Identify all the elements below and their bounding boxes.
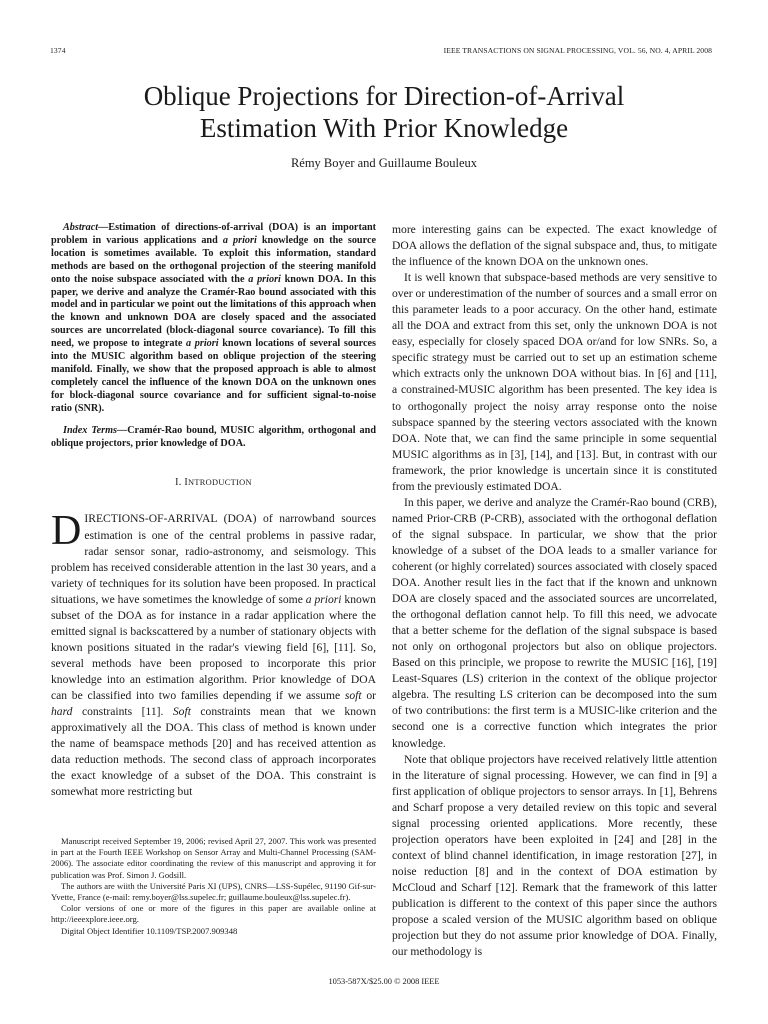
section-heading-introduction (51, 475, 376, 491)
intro-text-1: IRECTIONS-OF-ARRIVAL (DOA) of narrowband sources estimation is one of the central problems in passive radar, radar sensor sonar, radio-astronomy, and seismology. This problem has received considerable attention in the last 30 years, and a variety of techniques for its solution have been proposed. In practical situations, we have sometimes the knowledge of some (51, 512, 376, 606)
index-terms (51, 425, 376, 451)
abstract-text-1: Estimation of directions-of-arrival (DOA) is an important problem in various applications and (51, 222, 376, 246)
abstract-text-4: known locations of several sources into the MUSIC algorithm based on oblique projection of the steering manifold. Finally, we show that the proposed approach is able to almost completely cancel the influence of the known DOA on the unknown ones for block-diagonal source covariance and for sufficient signal-to-noise ratio (SNR). (51, 338, 376, 414)
abstract-text-2: knowledge on the source location is sometimes available. To exploit this information, standard methods are based on the orthogonal projection of the steering manifold onto the noise subspace associated with the (51, 234, 376, 285)
section-title-rest: NTRODUCTION (188, 478, 252, 488)
abstract-italic-2: a priori (248, 273, 281, 285)
abstract (51, 222, 376, 416)
footnote-affiliation: The authors are wiith the Université Paris XI (UPS), CNRS—LSS-Supélec, 91190 Gif-sur-Yvette, France (e-mail: remy.boyer@lss.supelec.fr; guillaume.bouleux@lss.supelec.fr). (51, 880, 376, 903)
intro-italic-2: soft (344, 688, 362, 702)
journal-info: IEEE TRANSACTIONS ON SIGNAL PROCESSING, VOL. 56, NO. 4, APRIL 2008 (443, 46, 712, 55)
drop-cap: D (51, 508, 82, 555)
intro-text-3: or (361, 688, 376, 702)
section-number: I. (175, 477, 185, 489)
footnote (51, 836, 376, 937)
intro-italic-1: a priori (305, 592, 342, 606)
intro-italic-4: Soft (172, 705, 191, 719)
right-column (392, 222, 717, 960)
abstract-italic-1: a priori (222, 234, 257, 246)
index-terms-text: Cramér-Rao bound, MUSIC algorithm, orthogonal and oblique projectors, prior knowledge of DOA. (51, 424, 376, 449)
right-paragraph-1: more interesting gains can be expected. The exact knowledge of DOA allows the deflation of the signal subspace and, thus, to mitigate the influence of the known DOA on the unknown ones. (392, 223, 717, 269)
copyright-footer: 1053-587X/$25.00 © 2008 IEEE (328, 977, 440, 986)
footnote-doi: Digital Object Identifier 10.1109/TSP.2007.909348 (61, 925, 238, 936)
section-title-initial: I (184, 477, 189, 489)
intro-italic-3: hard (51, 705, 73, 719)
title-line-2: Estimation With Prior Knowledge (199, 113, 569, 143)
intro-paragraph (51, 508, 376, 800)
intro-text-4: constraints [11]. (72, 705, 173, 719)
right-paragraph-2: It is well known that subspace-based methods are very sensitive to over or underestimation of the number of sources and a small error on this parameter leads to a poor accuracy. On the other hand, estimate all the DOA and extract from this set, only the unknown DOA is not easy, especially for closely spaced DOA or/and for low SNRs. So, a specific strategy must be carried out to set up an estimation scheme which extracts only the unknown DOA without bias. In [6] and [11], a constrained-MUSIC algorithm has been presented. The key idea is to orthogonally project the noisy array response onto the noise subspace spanned by the steering vectors associated with the known DOA. Note that, we can find the same principle in some sequential MUSIC algorithms as in [3], [14], and [13]. But, in contrast with our framework, the prior knowledge is uncertain since it is constituted from the previously estimated DOA. (392, 271, 717, 493)
index-terms-label: Index Terms— (63, 424, 128, 436)
abstract-italic-3: a priori (186, 338, 219, 350)
left-column (51, 222, 376, 800)
authors: Rémy Boyer and Guillaume Bouleux (290, 156, 478, 170)
title-line-1: Oblique Projections for Direction-of-Arrival (143, 81, 625, 111)
intro-text-5: constraints mean that we known approximatively all the DOA. This class of method is known under the name of beamspace methods [20] and has received attention as data reduction methods. The second class of approach incorporates the exact knowledge of a subset of the DOA. This constraint is somewhat more restricting but (51, 705, 376, 799)
intro-text-2: known subset of the DOA as for instance in a radar application where the emitted signal is backscattered by a number of stationary objects with known positions situated in the radar's viewing field [6], [11]. So, several methods have been proposed to incorporate this prior knowledge into an estimation algorithm. Prior knowledge of DOA can be classified into two families depending if we assume (51, 592, 376, 702)
abstract-text-3: known DOA. In this paper, we derive and analyze the Cramér-Rao bound associated with this model and in particular we point out the limitations of this approach when the known and unknown DOA are closely spaced and the associated sources are uncorrelated (block-diagonal source covariance). To fill this need, we propose to integrate (51, 273, 377, 350)
footnote-manuscript: Manuscript received September 19, 2006; revised April 27, 2007. This work was presented in part at the Fourth IEEE Workshop on Sensor Array and Multi-Channel Processing (SAM-2006). The associate editor coordinating the review of this manuscript and approving it for publication was Prof. Simon J. Godsill. (51, 836, 376, 880)
footnote-color-figures: Color versions of one or more of the figures in this paper are available online at http://ieeexplore.ieee.org. (51, 903, 376, 925)
right-paragraph-4: Note that oblique projectors have received relatively little attention in the literature of signal processing. However, we can find in [9] a first application of oblique projectors to sensor arrays. In [1], Behrens and Scharf propose a very detailed review on this topic and several signal processing oriented applications. More recently, these projection operators have been exploited in [24] and [28] in the context of blind channel identification, in image restoration [27], in noise reduction [8] and in the context of DOA estimation by McCloud and Scharf [12]. Remark that the framework of this latter publication is different to the context of this paper since the authors propose a scaled version of the MUSIC algorithm based on oblique projection but they do not assume prior knowledge of DOA. Finally, our methodology is (392, 752, 717, 959)
paper-title (40, 80, 728, 144)
page-number: 1374 (50, 46, 66, 55)
right-paragraph-3: In this paper, we derive and analyze the Cramér-Rao bound (CRB), named Prior-CRB (P-CRB), associated with the orthogonal deflation of the signal subspace. In particular, we show that the prior knowledge of a subset of the DOA leads to a smaller variance for coherent (or highly correlated) sources associated with closely spaced DOA. Another result lies in the fact that if the known and unknown DOA are closely spaced and the associated sources are uncorrelated, the orthogonal deflation cannot help. To fill this need, we advocate that a better scheme for the deflation of the signal subspace is based not only on orthogonal projectors but also on oblique projectors. Based on this principle, we propose to rewrite the MUSIC [16], [19] Least-Squares (LS) criterion in the context of the oblique projector algebra. The resulting LS criterion can be decomposed into the sum of two contributions: the first term is a MUSIC-like criterion and the second one is a corrective function which integrates the prior knowledge. (392, 495, 717, 750)
abstract-label: Abstract— (63, 222, 109, 233)
